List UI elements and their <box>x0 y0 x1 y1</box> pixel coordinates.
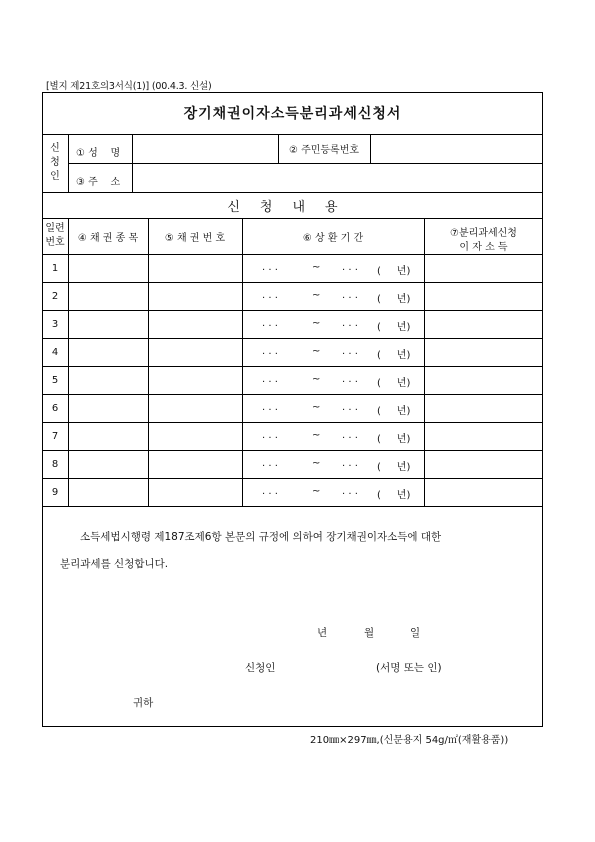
row-number: 3 <box>51 318 59 330</box>
period-start-dots: . . . <box>262 374 278 385</box>
period-tilde: ~ <box>312 402 321 413</box>
applicant-section-label: 신 청 인 <box>50 143 60 182</box>
addressee: 귀하 <box>133 697 154 709</box>
bond-number-cell[interactable] <box>149 479 241 505</box>
period-years: ( 년) <box>377 406 411 417</box>
row-number: 7 <box>51 430 59 442</box>
divider <box>242 218 243 506</box>
col-header-serial: 일련 번호 <box>45 223 65 248</box>
row-number: 9 <box>51 486 59 498</box>
bond-type-cell[interactable] <box>69 423 147 449</box>
period-years: ( 년) <box>377 294 411 305</box>
separate-income-cell[interactable] <box>425 255 542 281</box>
col-header-separate-income-line1: ⑦분리과세신청 <box>450 228 517 239</box>
bond-type-cell[interactable] <box>69 479 147 505</box>
date-year-label: 년 <box>317 627 328 639</box>
address-field[interactable] <box>133 164 542 191</box>
period-end-dots: . . . <box>342 430 358 441</box>
statement-line2: 분리과세를 신청합니다. <box>60 558 169 570</box>
bond-type-cell[interactable] <box>69 311 147 337</box>
period-years: ( 년) <box>377 350 411 361</box>
bond-type-cell[interactable] <box>69 283 147 309</box>
period-tilde: ~ <box>312 486 321 497</box>
row-number: 4 <box>51 346 59 358</box>
row-number: 5 <box>51 374 59 386</box>
bond-type-cell[interactable] <box>69 395 147 421</box>
section-title: 신청내용 <box>227 199 358 215</box>
period-years: ( 년) <box>377 490 411 501</box>
period-start-dots: . . . <box>262 346 278 357</box>
period-start-dots: . . . <box>262 486 278 497</box>
period-end-dots: . . . <box>342 262 358 273</box>
bond-type-cell[interactable] <box>69 339 147 365</box>
col-header-separate-income-line2: 이 자 소 득 <box>459 242 508 253</box>
period-years: ( 년) <box>377 434 411 445</box>
paper-spec-footer: 210㎜×297㎜,(신문용지 54g/㎡(재활용품)) <box>310 735 509 746</box>
row-number: 1 <box>51 262 59 274</box>
form-code: [별지 제21호의3서식(1)] (00.4.3. 신설) <box>46 81 212 92</box>
separate-income-cell[interactable] <box>425 367 542 393</box>
col-header-redemption-period: ⑥ 상 환 기 간 <box>302 232 364 244</box>
row-number: 2 <box>51 290 59 302</box>
date-month-label: 월 <box>364 627 375 639</box>
period-start-dots: . . . <box>262 290 278 301</box>
period-years: ( 년) <box>377 322 411 333</box>
period-end-dots: . . . <box>342 486 358 497</box>
bond-number-cell[interactable] <box>149 311 241 337</box>
period-tilde: ~ <box>312 262 321 273</box>
bond-number-cell[interactable] <box>149 255 241 281</box>
period-tilde: ~ <box>312 430 321 441</box>
bond-number-cell[interactable] <box>149 395 241 421</box>
form-title: 장기채권이자소득분리과세신청서 <box>183 106 402 122</box>
bond-type-cell[interactable] <box>69 451 147 477</box>
period-tilde: ~ <box>312 318 321 329</box>
bond-number-cell[interactable] <box>149 283 241 309</box>
bond-number-cell[interactable] <box>149 451 241 477</box>
separate-income-cell[interactable] <box>425 423 542 449</box>
separate-income-cell[interactable] <box>425 395 542 421</box>
period-end-dots: . . . <box>342 318 358 329</box>
period-end-dots: . . . <box>342 402 358 413</box>
col-header-bond-number: ⑤ 채 권 번 호 <box>164 232 226 244</box>
separate-income-cell[interactable] <box>425 479 542 505</box>
period-tilde: ~ <box>312 374 321 385</box>
period-start-dots: . . . <box>262 430 278 441</box>
divider <box>42 506 543 507</box>
period-tilde: ~ <box>312 458 321 469</box>
bond-number-cell[interactable] <box>149 339 241 365</box>
separate-income-cell[interactable] <box>425 283 542 309</box>
period-end-dots: . . . <box>342 374 358 385</box>
period-years: ( 년) <box>377 266 411 277</box>
divider <box>68 134 69 192</box>
bond-type-cell[interactable] <box>69 255 147 281</box>
resident-number-field[interactable] <box>371 135 542 162</box>
period-tilde: ~ <box>312 346 321 357</box>
period-start-dots: . . . <box>262 318 278 329</box>
period-start-dots: . . . <box>262 402 278 413</box>
separate-income-cell[interactable] <box>425 339 542 365</box>
period-end-dots: . . . <box>342 458 358 469</box>
row-number: 6 <box>51 402 59 414</box>
name-label: ① 성 명 <box>76 148 121 159</box>
col-header-bond-type: ④ 채 권 종 목 <box>77 232 139 244</box>
address-label: ③ 주 소 <box>76 177 121 188</box>
separate-income-cell[interactable] <box>425 451 542 477</box>
period-start-dots: . . . <box>262 262 278 273</box>
period-start-dots: . . . <box>262 458 278 469</box>
period-years: ( 년) <box>377 462 411 473</box>
separate-income-cell[interactable] <box>425 311 542 337</box>
period-end-dots: . . . <box>342 346 358 357</box>
bond-number-cell[interactable] <box>149 367 241 393</box>
statement-line1: 소득세법시행령 제187조제6항 본문의 규정에 의하여 장기채권이자소득에 대한 <box>80 531 442 543</box>
period-end-dots: . . . <box>342 290 358 301</box>
period-tilde: ~ <box>312 290 321 301</box>
signature-note: (서명 또는 인) <box>376 662 442 674</box>
applicant-sign-label: 신청인 <box>245 662 276 674</box>
period-years: ( 년) <box>377 378 411 389</box>
bond-number-cell[interactable] <box>149 423 241 449</box>
name-field[interactable] <box>133 135 277 162</box>
row-number: 8 <box>51 458 59 470</box>
date-day-label: 일 <box>410 627 421 639</box>
resident-number-label: ② 주민등록번호 <box>288 145 360 156</box>
bond-type-cell[interactable] <box>69 367 147 393</box>
